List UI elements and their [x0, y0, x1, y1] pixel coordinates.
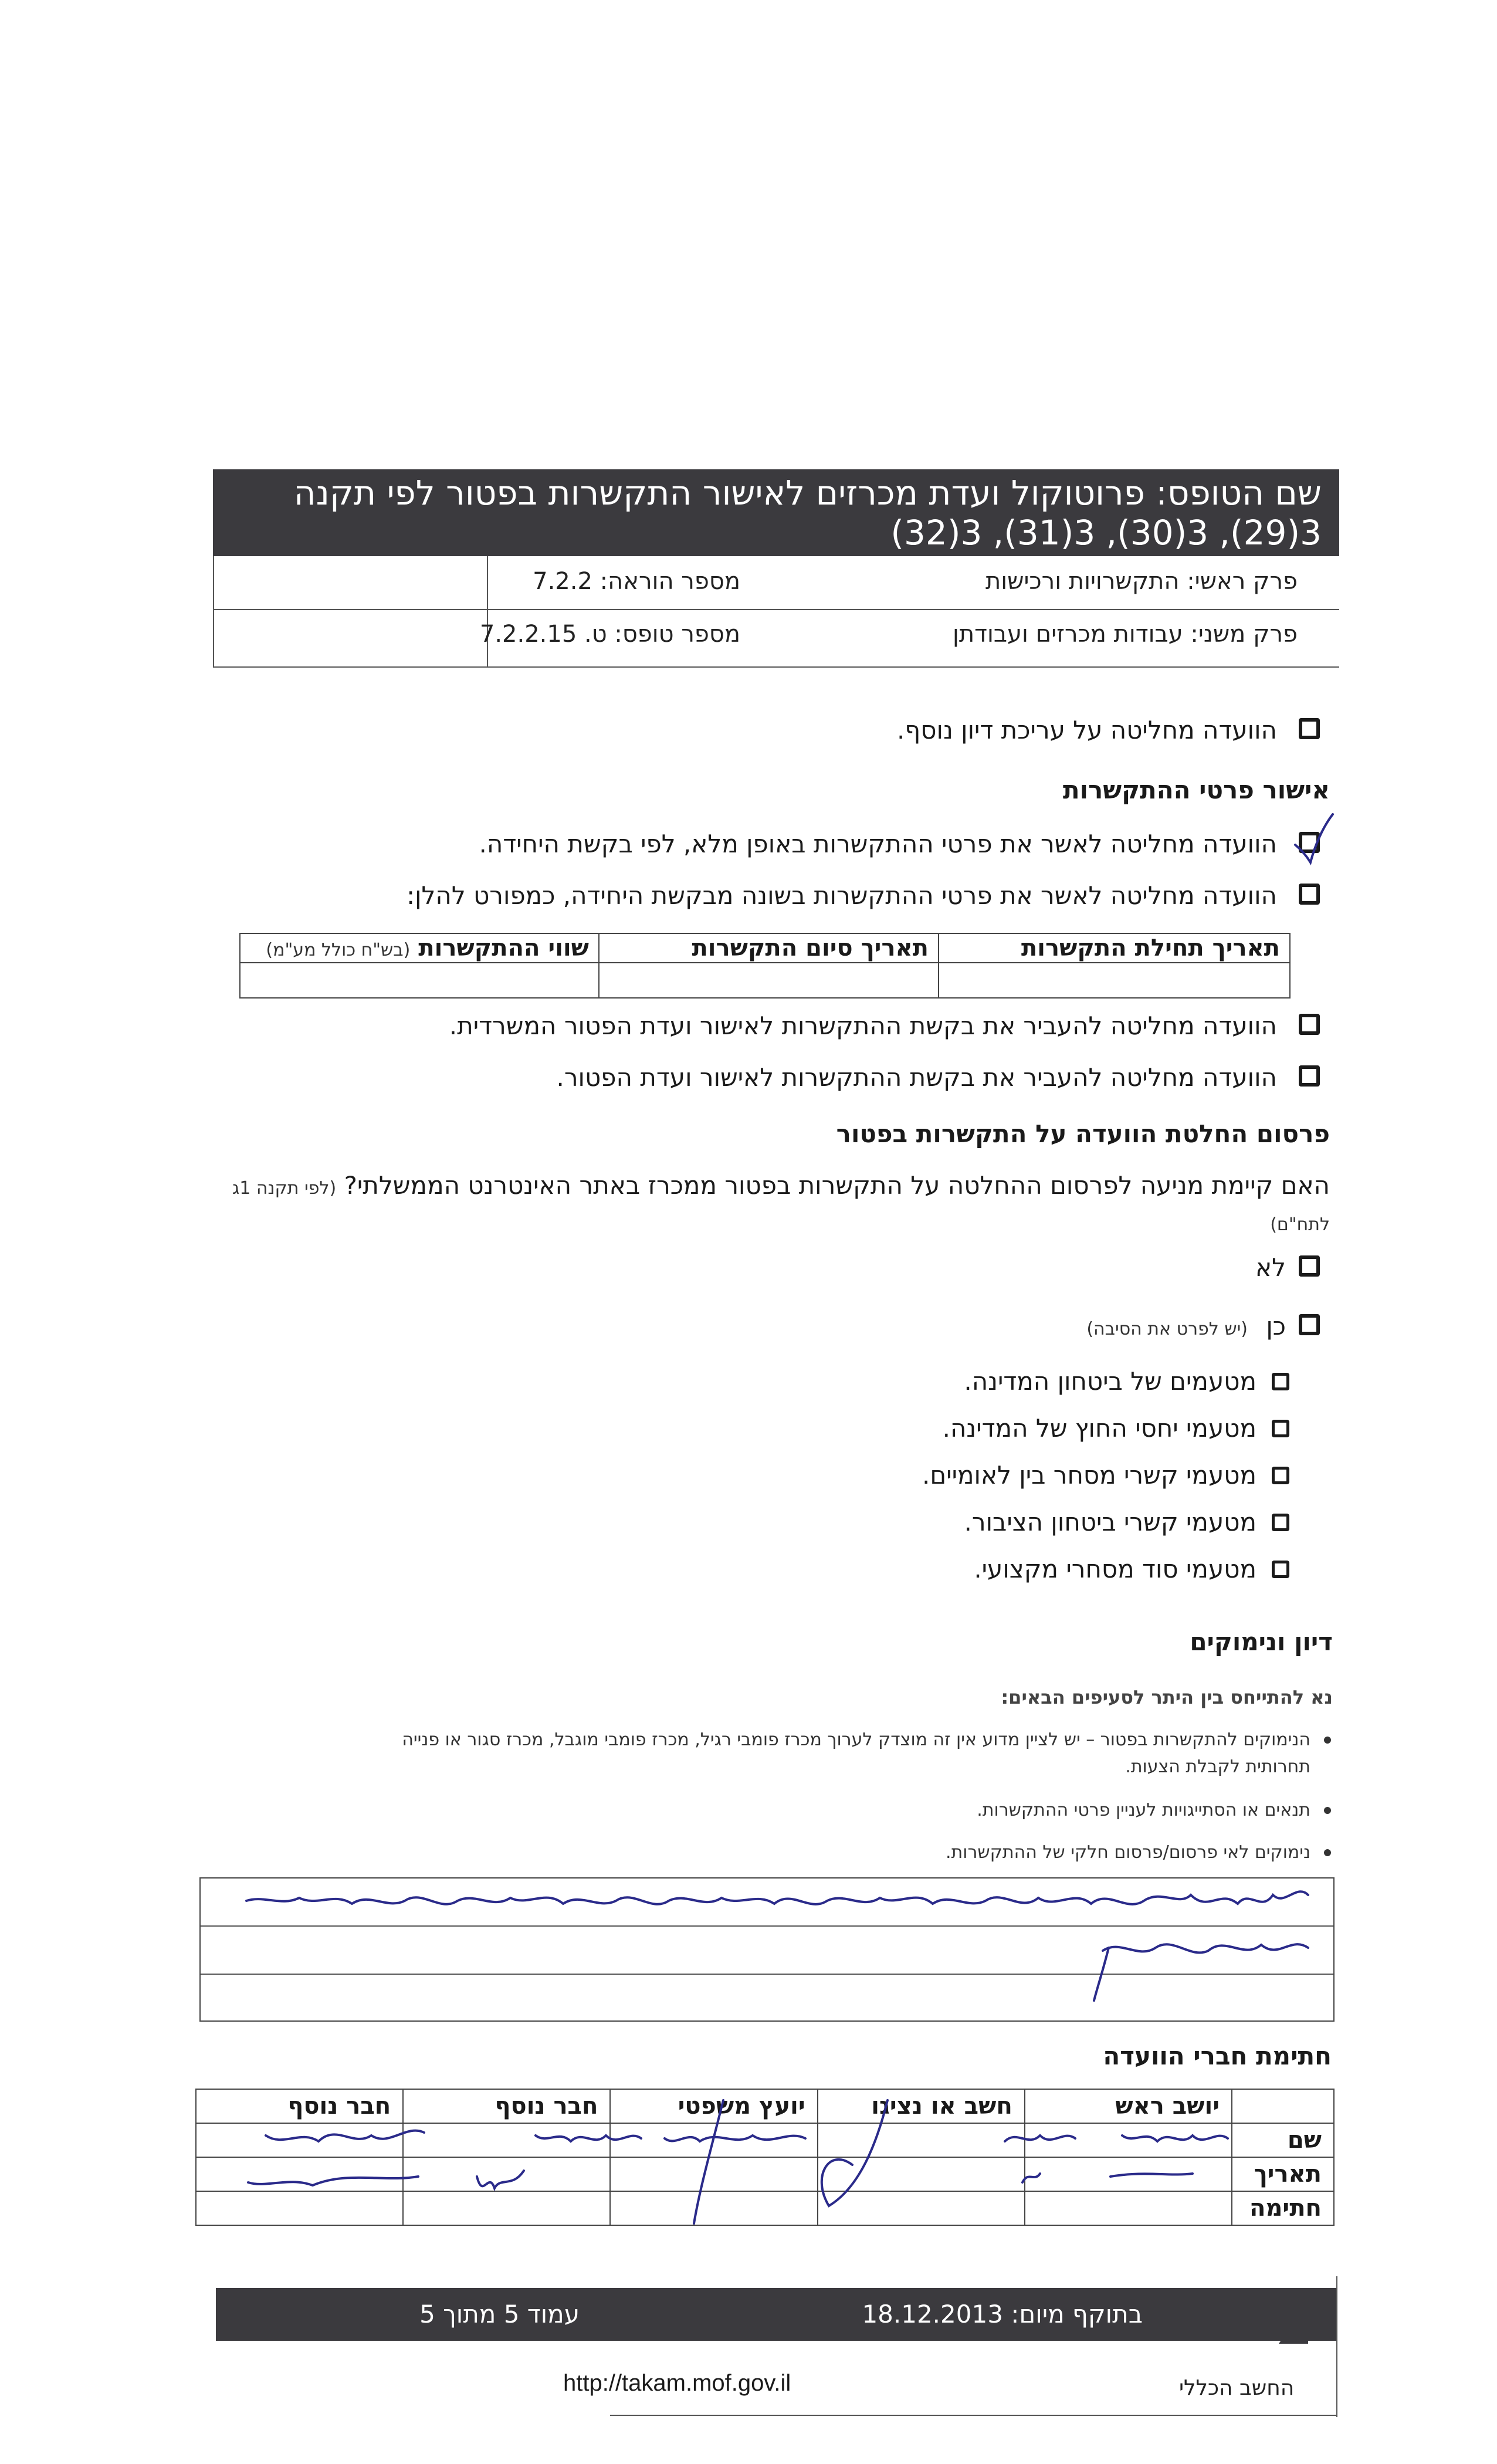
additional-discussion-label: הוועדה מחליטה על עריכת דיון נוסף.	[897, 716, 1277, 744]
main-chapter: פרק ראשי: התקשרויות ורכישות	[985, 568, 1298, 595]
accountant-general-logo-icon	[1214, 2303, 1314, 2350]
reason-trade-secret: מטעמי סוד מסחרי מקצועי.	[974, 1555, 1256, 1583]
publication-heading: פרסום החלטת הוועדה על התקשרות בפטור	[836, 1119, 1330, 1148]
bullet-icon	[1324, 1737, 1331, 1744]
header-bottom-line	[213, 666, 1339, 668]
reason-state-security: מטעמים של ביטחון המדינה.	[964, 1367, 1256, 1396]
reason-checkbox[interactable]	[1272, 1561, 1289, 1578]
publication-question-note2: לתח"ם)	[1270, 1214, 1330, 1235]
publication-question	[232, 1171, 1330, 1200]
row-signature: חתימה	[1232, 2191, 1334, 2225]
reason-checkbox[interactable]	[1272, 1514, 1289, 1531]
col-member-2: חבר נוסף	[196, 2089, 403, 2123]
start-date-cell[interactable]	[939, 963, 1290, 998]
bullet-icon	[1324, 1849, 1331, 1856]
discussion-bullet-reasons: הנימוקים להתקשרות בפטור – יש לציין מדוע אין זה מוצדק לערוך מכרז פומבי רגיל, מכרז פומבי מוגבל, מכרז סגור או פנייה	[402, 1729, 1310, 1750]
reason-checkbox[interactable]	[1272, 1420, 1289, 1437]
col-end-date: תאריך סיום התקשרות	[599, 933, 939, 963]
reason-foreign-relations: מטעמי יחסי החוץ של המדינה.	[942, 1414, 1256, 1443]
site-url[interactable]: http://takam.mof.gov.il	[563, 2370, 791, 2396]
transfer-exemption-label: הוועדה מחליטה להעביר את בקשת ההתקשרות לאישור ועדת הפטור.	[556, 1063, 1277, 1092]
header-left-border	[213, 556, 214, 668]
footer-bottom-line	[610, 2415, 1337, 2416]
transfer-ministerial-label: הוועדה מחליטה להעביר את בקשת ההתקשרות לאישור ועדת הפטור המשרדית.	[449, 1011, 1277, 1040]
discussion-heading: דיון ונימוקים	[1190, 1627, 1333, 1656]
col-contract-value	[240, 933, 599, 963]
col-member-1: חבר נוסף	[403, 2089, 610, 2123]
logo-text: החשב הכללי	[1179, 2376, 1295, 2400]
approve-different-label: הוועדה מחליטה לאשר את פרטי ההתקשרות בשונה מבקשת היחידה, כמפורט להלן:	[406, 881, 1277, 910]
approval-heading: אישור פרטי ההתקשרות	[1062, 776, 1330, 804]
form-number: מספר טופס: ט. 7.2.2.15	[479, 621, 740, 648]
publication-question-text: האם קיימת מניעה לפרסום ההחלטה על התקשרות בפטור ממכרז באתר האינטרנט הממשלתי?	[344, 1171, 1330, 1200]
check-mark-icon	[1291, 810, 1337, 868]
handwritten-notes-icon	[223, 1871, 1332, 2012]
footer-right-border	[1336, 2276, 1337, 2417]
col-start-date: תאריך תחילת התקשרות	[939, 933, 1290, 963]
no-label: לא	[1255, 1253, 1286, 1282]
end-date-cell[interactable]	[599, 963, 939, 998]
additional-discussion-checkbox[interactable]	[1299, 718, 1320, 739]
transfer-ministerial-checkbox[interactable]	[1299, 1014, 1320, 1035]
handwritten-signatures-icon	[195, 2089, 1335, 2229]
reason-checkbox[interactable]	[1272, 1373, 1289, 1390]
form-title-line1: שם הטופס: פרוטוקול ועדת מכרזים לאישור התקשרות בפטור לפי תקנה	[293, 473, 1322, 513]
publication-question-note: (לפי תקנה 1ג	[232, 1178, 337, 1199]
sub-chapter: פרק משני: עבודות מכרזים ועבודתן	[952, 621, 1298, 648]
value-cell[interactable]	[240, 963, 599, 998]
signatures-heading: חתימת חברי הוועדה	[1103, 2042, 1332, 2070]
approve-different-checkbox[interactable]	[1299, 884, 1320, 905]
form-title-bar	[213, 469, 1339, 556]
header-row-line	[213, 609, 1339, 610]
discussion-bullet-reasons-cont: תחרותית לקבלת הצעות.	[1125, 1756, 1310, 1777]
contract-details-table	[239, 933, 1291, 999]
row-name: שם	[1232, 2123, 1334, 2157]
page-number: עמוד 5 מתוך 5	[419, 2300, 580, 2328]
reason-trade-relations: מטעמי קשרי מסחר בין לאומיים.	[922, 1461, 1256, 1490]
header-divider	[487, 556, 488, 668]
row-date: תאריך	[1232, 2157, 1334, 2191]
col-contract-value-note: (בש"ח כולל מע"מ)	[266, 940, 411, 960]
col-chairman: יושב ראש	[1025, 2089, 1232, 2123]
col-accountant: חשב או נציגו	[818, 2089, 1025, 2123]
col-contract-value-label: שווי ההתקשרות	[418, 935, 589, 962]
yes-note: (יש לפרט את הסיבה)	[1086, 1319, 1248, 1339]
bullet-icon	[1324, 1807, 1331, 1814]
footer-bar	[216, 2288, 1336, 2341]
discussion-bullet-conditions: תנאים או הסתייגויות לעניין פרטי ההתקשרות.	[977, 1800, 1310, 1820]
reason-public-security: מטעמי קשרי ביטחון הציבור.	[964, 1508, 1256, 1536]
valid-from-date: בתוקף מיום: 18.12.2013	[862, 2300, 1143, 2328]
discussion-bullet-publication: נימוקים לאי פרסום/פרסום חלקי של ההתקשרות.	[946, 1842, 1310, 1863]
yes-label: כן	[1266, 1312, 1286, 1341]
directive-number: מספר הוראה: 7.2.2	[533, 568, 740, 595]
reason-checkbox[interactable]	[1272, 1467, 1289, 1484]
col-legal-advisor: יועץ משפטי	[610, 2089, 817, 2123]
form-title-line2: 3(29), 3(30), 3(31), 3(32)	[890, 513, 1322, 553]
yes-checkbox[interactable]	[1299, 1314, 1320, 1335]
transfer-exemption-checkbox[interactable]	[1299, 1065, 1320, 1087]
discussion-instruction: נא להתייחס בין היתר לסעיפים הבאים:	[1001, 1686, 1333, 1708]
form-title	[219, 473, 1322, 553]
approve-full-label: הוועדה מחליטה לאשר את פרטי ההתקשרות באופן מלא, לפי בקשת היחידה.	[479, 830, 1277, 858]
no-checkbox[interactable]	[1299, 1255, 1320, 1277]
